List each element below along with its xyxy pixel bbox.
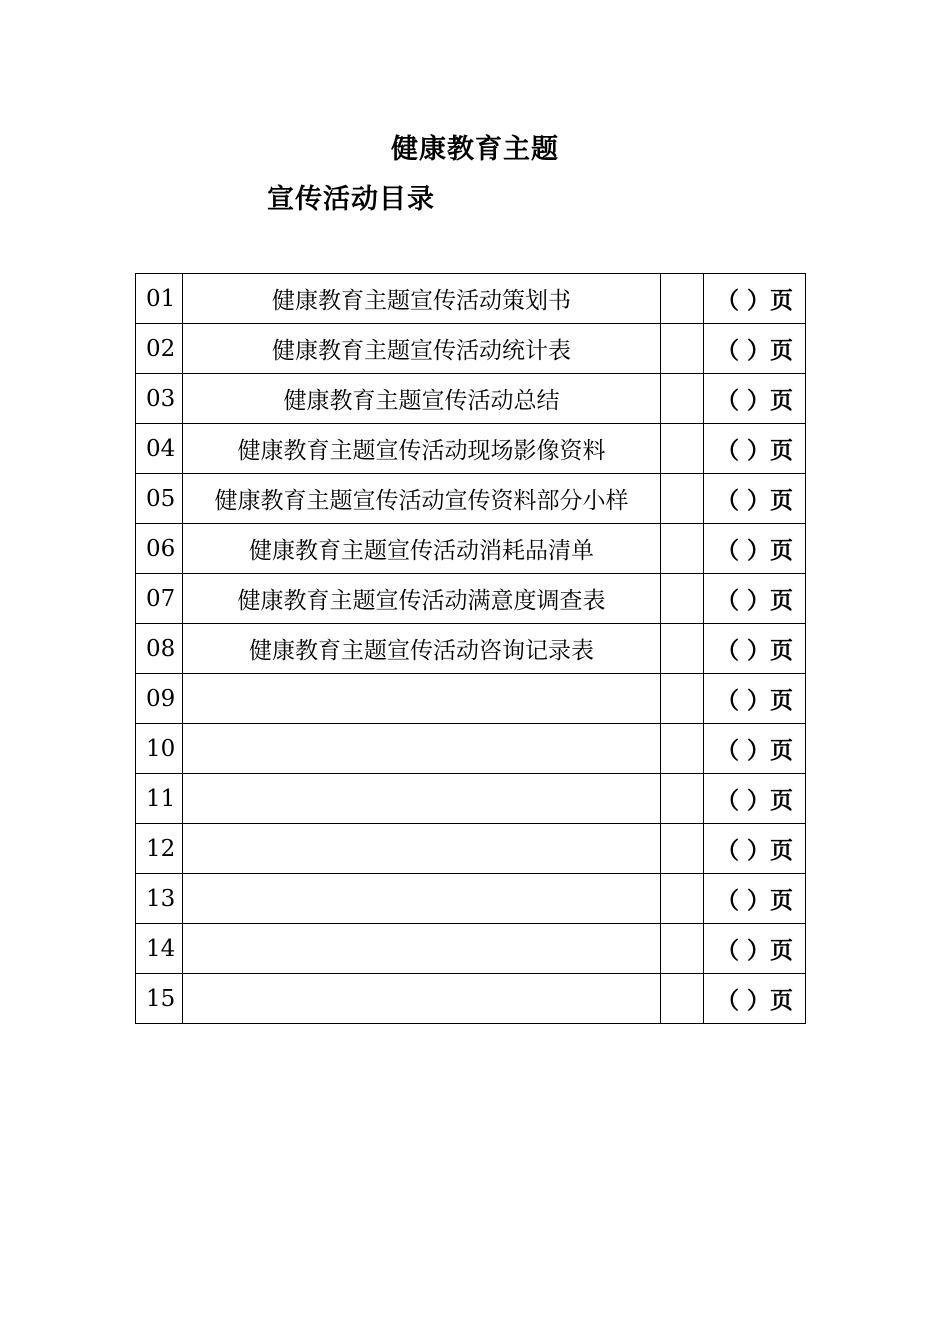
table-row xyxy=(136,424,806,474)
table-row xyxy=(136,974,806,1024)
row-blank-cell xyxy=(661,374,704,424)
row-number: 14 xyxy=(136,924,183,974)
row-item-title: 健康教育主题宣传活动总结 xyxy=(183,374,661,424)
row-blank-cell xyxy=(661,724,704,774)
row-blank-cell xyxy=(661,524,704,574)
row-number: 08 xyxy=(136,624,183,674)
table-of-contents xyxy=(135,273,806,1024)
row-number: 04 xyxy=(136,424,183,474)
row-item-title xyxy=(183,724,661,774)
row-page-marker: （ ）页 xyxy=(704,624,806,674)
table-row xyxy=(136,724,806,774)
row-page-marker: （ ）页 xyxy=(704,674,806,724)
table-row xyxy=(136,524,806,574)
row-item-title xyxy=(183,874,661,924)
row-blank-cell xyxy=(661,824,704,874)
row-blank-cell xyxy=(661,624,704,674)
row-item-title: 健康教育主题宣传活动咨询记录表 xyxy=(183,624,661,674)
row-page-marker: （ ）页 xyxy=(704,924,806,974)
row-blank-cell xyxy=(661,974,704,1024)
row-number: 07 xyxy=(136,574,183,624)
table-row xyxy=(136,924,806,974)
row-page-marker: （ ）页 xyxy=(704,324,806,374)
table-row xyxy=(136,374,806,424)
table-row xyxy=(136,824,806,874)
row-item-title: 健康教育主题宣传活动宣传资料部分小样 xyxy=(183,474,661,524)
row-blank-cell xyxy=(661,574,704,624)
row-page-marker: （ ）页 xyxy=(704,974,806,1024)
row-number: 15 xyxy=(136,974,183,1024)
row-blank-cell xyxy=(661,774,704,824)
row-blank-cell xyxy=(661,674,704,724)
row-number: 01 xyxy=(136,274,183,324)
row-number: 06 xyxy=(136,524,183,574)
row-number: 09 xyxy=(136,674,183,724)
row-page-marker: （ ）页 xyxy=(704,874,806,924)
row-number: 03 xyxy=(136,374,183,424)
row-page-marker: （ ）页 xyxy=(704,824,806,874)
table-row xyxy=(136,574,806,624)
row-page-marker: （ ）页 xyxy=(704,474,806,524)
row-page-marker: （ ）页 xyxy=(704,524,806,574)
row-blank-cell xyxy=(661,274,704,324)
row-blank-cell xyxy=(661,874,704,924)
row-blank-cell xyxy=(661,474,704,524)
row-number: 12 xyxy=(136,824,183,874)
row-number: 13 xyxy=(136,874,183,924)
row-page-marker: （ ）页 xyxy=(704,274,806,324)
table-row xyxy=(136,324,806,374)
row-item-title: 健康教育主题宣传活动统计表 xyxy=(183,324,661,374)
row-number: 02 xyxy=(136,324,183,374)
document-title: 健康教育主题 xyxy=(391,134,559,165)
row-page-marker: （ ）页 xyxy=(704,724,806,774)
row-number: 10 xyxy=(136,724,183,774)
row-page-marker: （ ）页 xyxy=(704,374,806,424)
row-item-title: 健康教育主题宣传活动现场影像资料 xyxy=(183,424,661,474)
row-item-title: 健康教育主题宣传活动满意度调查表 xyxy=(183,574,661,624)
row-number: 05 xyxy=(136,474,183,524)
row-item-title: 健康教育主题宣传活动消耗品清单 xyxy=(183,524,661,574)
table-row xyxy=(136,274,806,324)
row-item-title xyxy=(183,824,661,874)
table-row xyxy=(136,874,806,924)
row-number: 11 xyxy=(136,774,183,824)
toc-body xyxy=(136,274,806,1024)
row-blank-cell xyxy=(661,924,704,974)
document-subtitle: 宣传活动目录 xyxy=(267,184,435,215)
row-item-title xyxy=(183,774,661,824)
row-item-title xyxy=(183,924,661,974)
row-page-marker: （ ）页 xyxy=(704,424,806,474)
row-item-title xyxy=(183,674,661,724)
row-blank-cell xyxy=(661,424,704,474)
row-item-title xyxy=(183,974,661,1024)
table-row xyxy=(136,774,806,824)
row-page-marker: （ ）页 xyxy=(704,774,806,824)
row-blank-cell xyxy=(661,324,704,374)
table-row xyxy=(136,474,806,524)
row-item-title: 健康教育主题宣传活动策划书 xyxy=(183,274,661,324)
table-row xyxy=(136,624,806,674)
table-row xyxy=(136,674,806,724)
row-page-marker: （ ）页 xyxy=(704,574,806,624)
